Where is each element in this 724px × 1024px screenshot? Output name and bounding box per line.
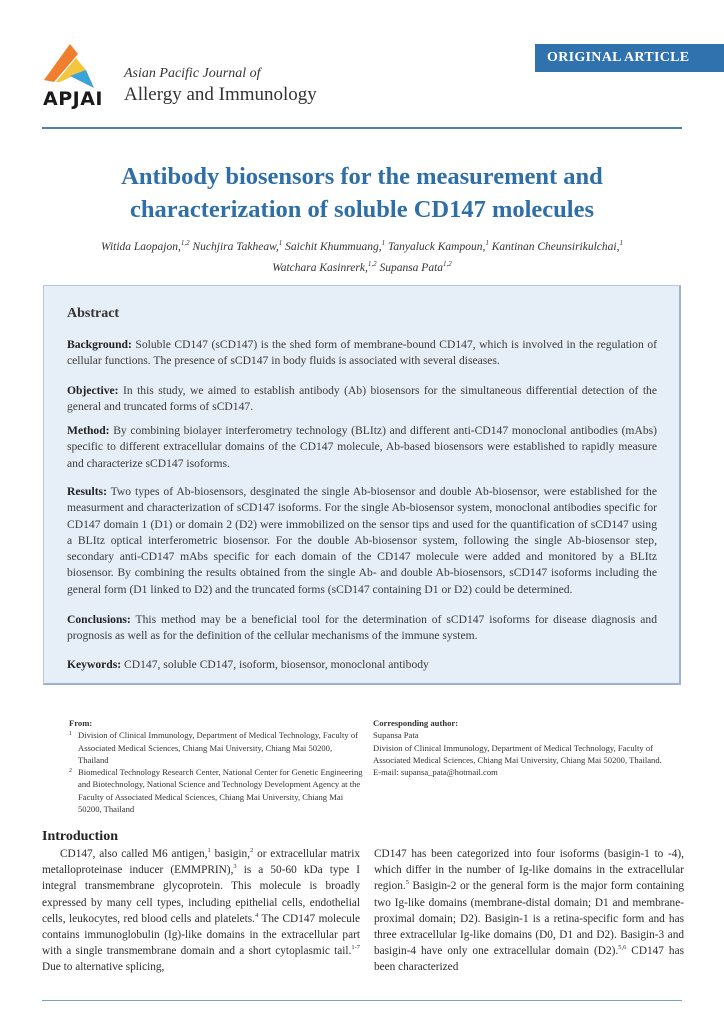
author-line-1 xyxy=(50,235,674,256)
article-type-badge: ORIGINAL ARTICLE xyxy=(535,44,724,72)
abstract-keywords: Keywords: CD147, soluble CD147, isoform, biosensor, monoclonal antibody xyxy=(67,658,429,671)
header-divider xyxy=(42,127,682,129)
logo-acronym: APJAI xyxy=(43,88,103,110)
author[interactable]: Tanyaluck Kampoun,$^1$ xyxy=(388,239,489,253)
abstract-results: Results: Two types of Ab-biosensors, desginated the single Ab-biosensor and double Ab-biosensor, were established for the measurment and characterization of sCD147 isoforms. For the single Ab-biosensor system, monoclonal antibodies specific for CD147 domain 1 (D1) or domain 2 (D2) were immobilized on the sensor tips and used for the quantification of sCD147 using a BLItz optical interferometric biosensor. For the double Ab-biosensor system, following the single Ab-biosensor step, secondary anti-CD147 mAbs specific for each domain of the CD147 molecule were added and monitored by a BLItz biosensor. By combining the results obtained from the single Ab- and double Ab-biosensors, sCD147 isoforms including the general form (D1 linked to D2) and the truncated forms (sCD147 containing D1 or D2) could be determined. xyxy=(67,485,657,596)
author[interactable]: Saichit Khummuang,$^1$ xyxy=(285,239,386,253)
author-line-2 xyxy=(50,256,674,277)
abstract-objective: Objective: In this study, we aimed to establish antibody (Ab) biosensors for the simultaneous differential detection of the general and truncated forms of sCD147. xyxy=(67,384,658,414)
corresponding-label: Corresponding author: xyxy=(373,718,459,728)
journal-logo[interactable] xyxy=(40,40,120,110)
journal-name-line2: Allergy and Immunology xyxy=(124,84,317,105)
footer-divider xyxy=(42,1000,682,1001)
corresponding-address: Division of Clinical Immunology, Department of Medical Technology, Faculty of Associated Medical Sciences, Chiang Mai University, Chiang Mai 50200, Thailand. xyxy=(373,742,662,765)
journal-name-line1: Asian Pacific Journal of xyxy=(124,66,261,81)
affiliation-1: 1 Division of Clinical Immunology, Department of Medical Technology, Faculty of Associated Medical Sciences, Chiang Mai University, Chiang Mai 50200, Thailand xyxy=(69,730,358,765)
article-title xyxy=(40,160,684,226)
title-line-1: Antibody biosensors for the measurement and xyxy=(121,163,603,190)
triangle-logo-icon xyxy=(42,40,102,90)
author[interactable]: Nuchjira Takheaw,$^1$ xyxy=(192,239,283,253)
author[interactable]: Witida Laopajon,$^{1,2}$ xyxy=(101,239,190,253)
author[interactable]: Supansa Pata$^{1,2}$ xyxy=(379,259,452,274)
abstract-heading: Abstract xyxy=(67,306,120,321)
affiliation-2: 2 Biomedical Technology Research Center, National Center for Genetic Engineering and Biotechnology, National Science and Technology Development Agency at the Faculty of Associated Medical Sciences, Chiang Mai University, Chiang Mai 50200, Thailand xyxy=(69,767,363,815)
abstract-conclusions: Conclusions: This method may be a beneficial tool for the determination of sCD147 isoforms for disease diagnosis and prognosis as well as for the definition of the cellular mechanisms of the immune system. xyxy=(67,613,657,643)
title-line-2: characterization of soluble CD147 molecules xyxy=(129,196,595,223)
intro-left-column: CD147, also called M6 antigen,$^1$ basigin,$^2$ or extracellular matrix metalloproteinase inducer (EMMPRIN),$^3$ is a 50-60 kDa type I integral transmembrane glycoprotein. This molecule is broadly expressed by many cell types, including epithelial cells, endothelial cells, leukocytes, red blood cells and platelets.$^4$ The CD147 molecule contains immunoglobulin (Ig)-like domains in the extracellular part with a single transmembrane domain and a short cytoplasmic tail.$^{1-7}$ Due to alternative splicing, xyxy=(42,847,360,974)
from-label: From: xyxy=(69,718,93,728)
introduction-heading: Introduction xyxy=(42,829,118,844)
corresponding-name: Supansa Pata xyxy=(373,730,419,741)
author[interactable]: Watchara Kasinrerk,$^{1,2}$ xyxy=(272,259,377,274)
abstract-method: Method: By combining biolayer interferometry technology (BLItz) and different anti-CD147 monoclonal antibodies (mAbs) specific to different extracellular domains of the CD147 molecule, Ab-based biosensors were established to rapidly measure and characterize sCD147 isoforms. xyxy=(67,424,657,470)
corresponding-email[interactable]: E-mail: supansa_pata@hotmail.com xyxy=(373,767,498,778)
author[interactable]: Kantinan Cheunsirikulchai,$^1$ xyxy=(491,239,623,253)
corresponding-author-block xyxy=(373,717,668,778)
affiliations-block xyxy=(69,717,364,815)
abstract-background: Background: Soluble CD147 (sCD147) is the shed form of membrane-bound CD147, which is involved in the regulation of cellular functions. The presence of sCD147 in body fluids is associated with several diseases. xyxy=(67,338,657,368)
intro-right-column: CD147 has been categorized into four isoforms (basigin-1 to -4), which differ in the number of Ig-like domains in the extracellular region.$^5$ Basigin-2 or the general form is the major form containing two Ig-like domains (membrane-distal domain; D1 and membrane-proximal domain; D2). Basigin-1 is a retina-specific form and has three extracellular Ig-like domains (D0, D1 and D2). Basigin-3 and basigin-4 have only one extracellular domain (D2).$^{5,6}$ CD147 has been characterized xyxy=(374,848,684,974)
author-list xyxy=(50,235,674,277)
